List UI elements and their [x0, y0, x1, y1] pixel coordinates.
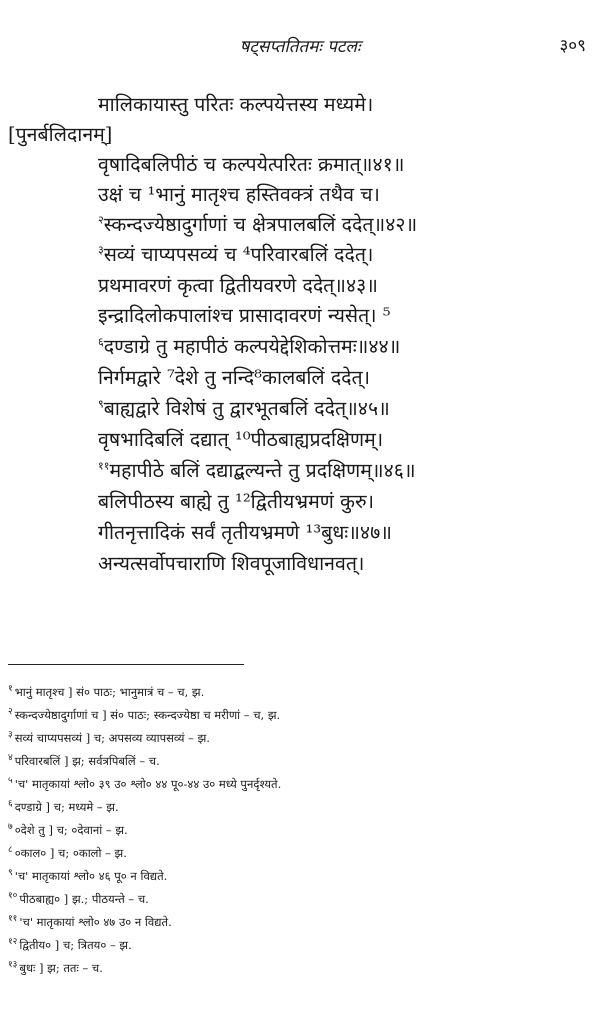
footnote-number: १: [8, 684, 13, 695]
footnote: [8, 730, 210, 746]
footnote: [8, 914, 172, 930]
footnote-number: ७: [8, 822, 13, 833]
verse-line: [98, 551, 364, 577]
footnote-number: १०: [8, 891, 18, 902]
footnote-number: ३: [8, 730, 13, 741]
verse-text: निर्गमद्वारे ⁷देशे तु नन्दि⁸कालबलिं ददेत्।: [98, 366, 371, 389]
footnote-text: ०देशे तु ] च; ०देवानां – झ.: [14, 823, 128, 837]
verse-line: [98, 92, 373, 118]
footnote-number: ९: [8, 868, 13, 879]
verse-text: महापीठे बलिं दद्याद्बल्यन्ते तु प्रदक्षिणम्॥४६॥: [109, 459, 416, 482]
verse-line: [98, 396, 390, 422]
footnote-marker: ६: [98, 335, 104, 349]
footnote-divider: [8, 664, 244, 665]
verse-text: इन्द्रादिलोकपालांश्च प्रासादावरणं न्यसेत्। ⁵: [98, 304, 391, 327]
verse-text: बलिपीठस्य बाह्ये तु ¹²द्वितीयभ्रमणं कुरु।: [98, 490, 375, 513]
footnote-text: पीठबाह्य० ] झ.; पीठयन्ते – च.: [19, 892, 149, 906]
verse-text: उक्षं च ¹भानुं मातृश्च हस्तिवक्त्रं तथैव च।: [98, 183, 380, 206]
verse-text: बाह्यद्वारे विशेषं तु द्वारभूतबलिं ददेत्॥४५॥: [103, 397, 390, 420]
page-number: ३०९: [559, 36, 586, 56]
verse-text: वृषादिबलिपीठं च कल्पयेत्परितः क्रमात्॥४१॥: [98, 153, 405, 176]
verse-line: [98, 242, 373, 268]
footnote: [8, 960, 103, 976]
footnote-text: द्वितीय० ] च; त्रितय० – झ.: [19, 938, 132, 952]
footnote-text: भानुं मातृश्च ] सं० पाठः; भानुमात्रं च – च, झ.: [14, 685, 205, 699]
footnote: [8, 845, 127, 861]
verse-text: प्रथमावरणं कृत्वा द्वितीयवरणे ददेत्॥४३॥: [98, 274, 378, 297]
footnote: [8, 753, 160, 769]
footnote-text: 'च' मातृकायां श्लो० ४७ उ० न विद्यते.: [19, 915, 172, 929]
footnote-marker: ९: [98, 397, 104, 411]
footnote-number: ५: [8, 776, 13, 787]
verse-line: [98, 427, 383, 453]
footnote-text: परिवारबलिं ] झ; सर्वत्रपिबलिं – च.: [14, 754, 160, 768]
verse-line: [98, 303, 391, 329]
verse-text: मालिकायास्तु परितः कल्पयेत्तस्य मध्यमे।: [98, 93, 374, 116]
verse-text: गीतनृत्तादिकं सर्वं तृतीयभ्रमणे ¹³बुधः॥४७॥: [98, 521, 392, 544]
footnote-text: सव्यं चाप्यपसव्यं ] च; अपसव्य व्यापसव्यं – झ.: [14, 731, 210, 745]
footnote-marker: २: [98, 213, 104, 227]
footnote-text: ०काल० ] च; ०कालो – झ.: [14, 846, 127, 860]
chapter-title: षट्सप्ततितमः पटलः: [239, 37, 361, 57]
verse-line: [98, 273, 378, 299]
footnote-number: १२: [8, 937, 18, 948]
footnote: [8, 937, 132, 953]
footnote-number: २: [8, 707, 13, 718]
footnote: [8, 868, 167, 884]
verse-text: अन्यत्सर्वोपचाराणि शिवपूजाविधानवत्।: [98, 552, 365, 575]
verse-text: वृषभादिबलिं दद्यात् ¹⁰पीठबाह्यप्रदक्षिणम्।: [98, 428, 384, 451]
footnote: [8, 822, 128, 838]
footnote-number: ११: [8, 914, 18, 925]
verse-line: [98, 520, 392, 546]
footnote-text: स्कन्दज्येष्ठादुर्गाणां च ] सं० पाठः; स्कन्दज्येष्ठा च मरीणां – च, झ.: [14, 708, 281, 722]
footnote-text: दण्डाग्रे ] च; मध्यमे – झ.: [14, 800, 119, 814]
footnote-text: बुधः ] झ; ततः – च.: [19, 961, 103, 975]
verse-line: [98, 152, 404, 178]
footnote: [8, 707, 280, 723]
verse-line: [98, 334, 400, 360]
footnote: [8, 684, 204, 700]
footnote-text: 'च' मातृकायां श्लो० ४६ पू० न विद्यते.: [14, 869, 168, 883]
verse-line: [98, 489, 374, 515]
verse-line: [98, 182, 380, 208]
footnote-number: ८: [8, 845, 13, 856]
footnote-text: 'च' मातृकायां श्लो० ३९ उ० श्लो० ४४ पू०-४४ उ० मध्ये पुनर्दृश्यते.: [14, 777, 282, 791]
footnote-marker: ११: [98, 459, 110, 473]
footnote-number: ६: [8, 799, 13, 810]
verse-line: [98, 212, 417, 238]
verse-line: [98, 365, 370, 391]
verse-text: दण्डाग्रे तु महापीठं कल्पयेद्देशिकोत्तमः॥४४॥: [103, 335, 401, 358]
footnote: [8, 776, 281, 792]
verse-text: स्कन्दज्येष्ठादुर्गाणां च क्षेत्रपालबलिं ददेत्॥४२॥: [103, 213, 418, 236]
verse-line: [98, 458, 416, 484]
footnote-marker: ३: [98, 243, 104, 257]
section-heading: [पुनर्बलिदानम्]: [8, 123, 113, 146]
footnote: [8, 891, 149, 907]
footnote-number: १३: [8, 960, 18, 971]
footnote-number: ४: [8, 753, 13, 764]
verse-text: सव्यं चाप्यपसव्यं च ⁴परिवारबलिं ददेत्।: [103, 243, 374, 266]
footnote: [8, 799, 119, 815]
